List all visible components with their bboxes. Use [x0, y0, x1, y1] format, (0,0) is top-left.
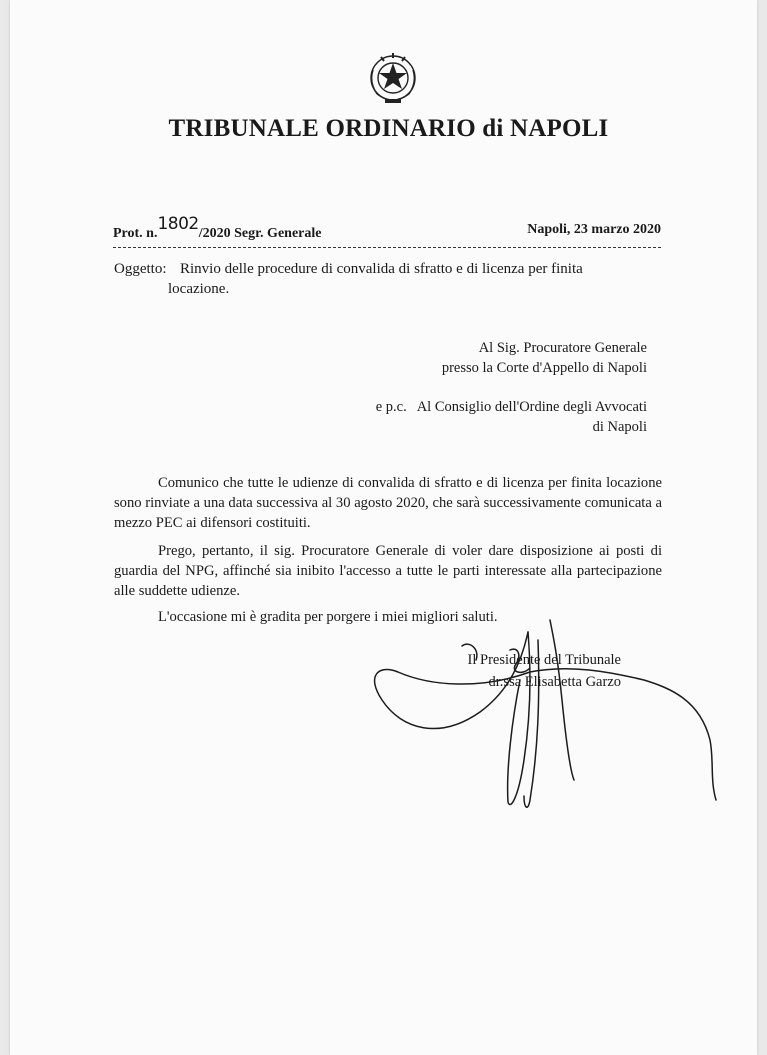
- protocol-row: [113, 214, 661, 246]
- recipient-line-2: presso la Corte d'Appello di Napoli: [441, 360, 647, 376]
- protocol-prefix: Prot. n.: [113, 226, 158, 241]
- subject-line-1: Rinvio delle procedure di convalida di sfratto e di licenza per finita: [180, 261, 583, 277]
- protocol-number-handwritten: 1802: [157, 214, 199, 234]
- body-paragraph-2: [114, 541, 662, 601]
- cc-line-1: Al Consiglio dell'Ordine degli Avvocati: [416, 399, 647, 415]
- recipient-line-1: Al Sig. Procuratore Generale: [478, 340, 647, 356]
- court-title: TRIBUNALE ORDINARIO di NAPOLI: [168, 115, 609, 142]
- protocol-suffix: /2020 Segr. Generale: [198, 226, 322, 241]
- place-date: Napoli, 23 marzo 2020: [527, 222, 661, 237]
- subject-label: Oggetto:: [114, 261, 167, 277]
- cc-prefix: e p.c.: [375, 399, 407, 415]
- signatory-title: Il Presidente del Tribunale: [467, 652, 621, 668]
- italian-republic-emblem-icon: [367, 50, 419, 108]
- paragraph-1-text: Comunico che tutte le udienze di convalida di sfratto e di licenza per finita locazione sono rinviate a una data successiva al 30 agosto 2020, che sarà successivamente comunicata a mezzo PEC ai difensori costituiti.: [114, 475, 662, 531]
- closing-line: L'occasione mi è gradita per porgere i miei migliori saluti.: [158, 609, 498, 625]
- cc-block: [376, 397, 647, 437]
- subject-block: [114, 259, 662, 299]
- subject-line-2: locazione.: [168, 281, 230, 297]
- signatory-block: [468, 649, 621, 693]
- recipient-block: [442, 338, 647, 378]
- protocol-reference: [113, 214, 322, 242]
- paragraph-2-text: Prego, pertanto, il sig. Procuratore Generale di voler dare disposizione ai posti di guardia del NPG, affinché sia inibito l'accesso a tutte le parti interessate alla partecipazione alle suddette udienze.: [114, 543, 662, 599]
- signatory-name: dr.ssa Elisabetta Garzo: [488, 674, 621, 690]
- body-paragraph-1: [114, 473, 662, 533]
- cc-line-2: di Napoli: [592, 419, 647, 435]
- letter-page: [10, 0, 757, 1055]
- dashed-divider: [113, 247, 661, 248]
